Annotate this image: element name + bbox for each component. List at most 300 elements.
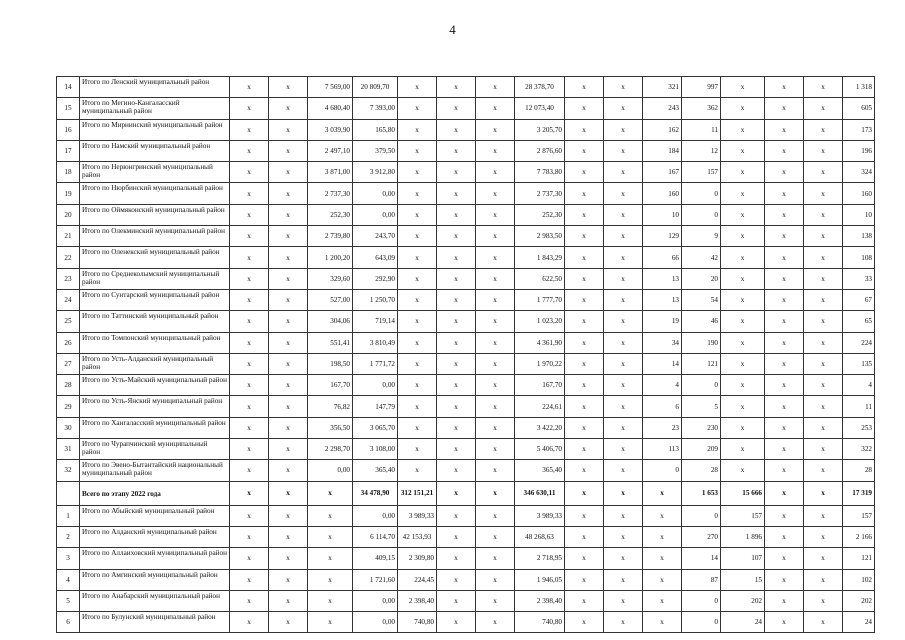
cell-value: x — [308, 481, 353, 505]
cell-value: x — [765, 460, 804, 481]
cell-value: 7 569,00 — [308, 77, 353, 98]
cell-value: 107 — [721, 548, 765, 569]
cell-value: x — [476, 119, 515, 140]
cell-value: x — [721, 375, 765, 396]
cell-value: 1 896 — [721, 526, 765, 547]
table-row — [57, 439, 875, 460]
cell-value: 2 739,80 — [308, 226, 353, 247]
cell-value: x — [230, 268, 269, 289]
cell-value: x — [437, 396, 476, 417]
cell-value: x — [476, 569, 515, 590]
cell-value: 113 — [643, 439, 682, 460]
row-name: Итого по Усть-Майский муниципальный район — [80, 375, 230, 396]
row-name: Итого по Усть-Алданский муниципальный район — [80, 353, 230, 374]
row-number: 21 — [57, 226, 80, 247]
cell-value: 292,90 — [353, 268, 398, 289]
cell-value: 312 151,21 — [398, 481, 437, 505]
cell-value: x — [804, 353, 843, 374]
cell-value: x — [804, 439, 843, 460]
cell-value: x — [476, 183, 515, 204]
cell-value: x — [230, 353, 269, 374]
cell-value: 165,80 — [353, 119, 398, 140]
cell-value: x — [643, 505, 682, 526]
cell-value: 42 — [682, 247, 721, 268]
cell-value: x — [308, 612, 353, 633]
cell-value: x — [804, 77, 843, 98]
row-name: Итого по Хангаласский муниципальный район — [80, 417, 230, 438]
cell-value: x — [765, 353, 804, 374]
cell-value: x — [269, 526, 308, 547]
cell-value: 24 — [843, 612, 875, 633]
row-name: Итого по Амгинский муниципальный район — [80, 569, 230, 590]
cell-value: 2 737,30 — [308, 183, 353, 204]
cell-value: x — [565, 569, 604, 590]
cell-value: 23 — [643, 417, 682, 438]
cell-value: x — [765, 204, 804, 225]
cell-value: x — [230, 311, 269, 332]
cell-value: 230 — [682, 417, 721, 438]
cell-value: x — [643, 548, 682, 569]
row-name: Итого по Нерюнгринский муниципальный район — [80, 162, 230, 183]
cell-value: 322 — [843, 439, 875, 460]
table-row — [57, 162, 875, 183]
cell-value: x — [269, 289, 308, 310]
cell-value: x — [604, 119, 643, 140]
cell-value: x — [476, 98, 515, 119]
cell-value: 270 — [682, 526, 721, 547]
cell-value: x — [269, 439, 308, 460]
cell-value: x — [398, 311, 437, 332]
cell-value: x — [765, 98, 804, 119]
row-number: 32 — [57, 460, 80, 481]
cell-value: 190 — [682, 332, 721, 353]
cell-value: x — [604, 311, 643, 332]
cell-value: 346 630,11 — [515, 481, 565, 505]
cell-value: 11 — [682, 119, 721, 140]
cell-value: 167,70 — [308, 375, 353, 396]
cell-value: x — [721, 183, 765, 204]
cell-value: 252,30 — [308, 204, 353, 225]
cell-value: x — [398, 332, 437, 353]
cell-value: 2 309,80 — [398, 548, 437, 569]
cell-value: x — [398, 353, 437, 374]
cell-value: 12 — [682, 140, 721, 161]
cell-value: x — [269, 481, 308, 505]
cell-value: x — [604, 77, 643, 98]
cell-value: x — [565, 289, 604, 310]
cell-value: x — [565, 375, 604, 396]
table-row — [57, 289, 875, 310]
cell-value: x — [604, 481, 643, 505]
cell-value: 3 989,33 — [398, 505, 437, 526]
cell-value: x — [765, 311, 804, 332]
cell-value: x — [437, 77, 476, 98]
cell-value: x — [565, 77, 604, 98]
cell-value: x — [398, 417, 437, 438]
cell-value: x — [765, 526, 804, 547]
cell-value: x — [765, 481, 804, 505]
cell-value: 7 783,80 — [515, 162, 565, 183]
cell-value: x — [565, 226, 604, 247]
cell-value: x — [604, 439, 643, 460]
cell-value: x — [437, 460, 476, 481]
row-number: 19 — [57, 183, 80, 204]
cell-value: x — [565, 119, 604, 140]
cell-value: 0,00 — [353, 375, 398, 396]
cell-value: 0,00 — [308, 460, 353, 481]
cell-value: x — [604, 526, 643, 547]
cell-value: x — [269, 353, 308, 374]
cell-value: x — [230, 247, 269, 268]
cell-value: x — [765, 569, 804, 590]
row-number: 31 — [57, 439, 80, 460]
cell-value: 3 422,20 — [515, 417, 565, 438]
cell-value: 11 — [843, 396, 875, 417]
cell-value: 329,60 — [308, 268, 353, 289]
table-row — [57, 119, 875, 140]
cell-value: x — [230, 77, 269, 98]
cell-value: 2 298,70 — [308, 439, 353, 460]
cell-value: x — [643, 526, 682, 547]
cell-value: x — [604, 226, 643, 247]
cell-value: x — [476, 505, 515, 526]
cell-value: 527,00 — [308, 289, 353, 310]
cell-value: 121 — [682, 353, 721, 374]
row-number: 3 — [57, 548, 80, 569]
cell-value: 10 — [643, 204, 682, 225]
cell-value: x — [269, 375, 308, 396]
cell-value: 4 — [843, 375, 875, 396]
cell-value: x — [269, 226, 308, 247]
cell-value: x — [437, 505, 476, 526]
total-row — [57, 481, 875, 505]
row-name: Итого по Мирнинский муниципальный район — [80, 119, 230, 140]
cell-value: x — [804, 226, 843, 247]
table-row — [57, 526, 875, 547]
cell-value: 321 — [643, 77, 682, 98]
cell-value: x — [230, 289, 269, 310]
cell-value: x — [721, 119, 765, 140]
cell-value: x — [765, 439, 804, 460]
cell-value: x — [437, 569, 476, 590]
cell-value: 157 — [843, 505, 875, 526]
cell-value: 365,40 — [515, 460, 565, 481]
cell-value: x — [604, 289, 643, 310]
table-row — [57, 98, 875, 119]
cell-value: x — [804, 289, 843, 310]
cell-value: x — [565, 204, 604, 225]
cell-value: 0,00 — [353, 590, 398, 611]
row-number: 26 — [57, 332, 80, 353]
cell-value: x — [230, 98, 269, 119]
cell-value: x — [308, 569, 353, 590]
cell-value: 324 — [843, 162, 875, 183]
table-row — [57, 417, 875, 438]
cell-value: 108 — [843, 247, 875, 268]
table-row — [57, 505, 875, 526]
cell-value: 87 — [682, 569, 721, 590]
cell-value: 9 — [682, 226, 721, 247]
cell-value: x — [643, 569, 682, 590]
cell-value: x — [476, 590, 515, 611]
cell-value: x — [230, 162, 269, 183]
cell-value: 2 166 — [843, 526, 875, 547]
cell-value: 0 — [682, 505, 721, 526]
row-number: 16 — [57, 119, 80, 140]
cell-value: x — [398, 77, 437, 98]
row-name: Итого по Среднеколымский муниципальный район — [80, 268, 230, 289]
cell-value: 4 361,90 — [515, 332, 565, 353]
row-name: Итого по Нюрбинский муниципальный район — [80, 183, 230, 204]
row-name: Итого по Анабарский муниципальный район — [80, 590, 230, 611]
cell-value: x — [476, 162, 515, 183]
cell-value: x — [308, 590, 353, 611]
cell-value: 243,70 — [353, 226, 398, 247]
cell-value: x — [230, 526, 269, 547]
row-name: Итого по Алданский муниципальный район — [80, 526, 230, 547]
cell-value: x — [230, 417, 269, 438]
cell-value: 15 666 — [721, 481, 765, 505]
cell-value: x — [721, 353, 765, 374]
cell-value: x — [565, 98, 604, 119]
cell-value: 4 — [643, 375, 682, 396]
cell-value: x — [604, 590, 643, 611]
cell-value: x — [721, 98, 765, 119]
row-name: Итого по Чурапчинский муниципальный район — [80, 439, 230, 460]
cell-value: 409,15 — [353, 548, 398, 569]
cell-value: 0,00 — [353, 612, 398, 633]
cell-value: x — [437, 289, 476, 310]
cell-value: x — [765, 332, 804, 353]
cell-value: x — [804, 417, 843, 438]
cell-value: 34 478,90 — [353, 481, 398, 505]
cell-value: 202 — [721, 590, 765, 611]
row-name: Итого по Абыйский муниципальный район — [80, 505, 230, 526]
cell-value: x — [804, 119, 843, 140]
cell-value: x — [721, 247, 765, 268]
cell-value: x — [476, 548, 515, 569]
cell-value: x — [437, 526, 476, 547]
cell-value: 184 — [643, 140, 682, 161]
row-name: Итого по Сунтарский муниципальный район — [80, 289, 230, 310]
cell-value: x — [230, 332, 269, 353]
cell-value: x — [804, 268, 843, 289]
cell-value: 65 — [843, 311, 875, 332]
cell-value: x — [269, 396, 308, 417]
row-name: Итого по Аллаиховский муниципальный район — [80, 548, 230, 569]
cell-value: x — [765, 375, 804, 396]
cell-value: x — [565, 353, 604, 374]
cell-value: 5 — [682, 396, 721, 417]
row-number: 5 — [57, 590, 80, 611]
cell-value: x — [269, 183, 308, 204]
cell-value: x — [437, 162, 476, 183]
cell-value: x — [476, 140, 515, 161]
cell-value: x — [565, 526, 604, 547]
cell-value: x — [269, 612, 308, 633]
cell-value: 2 876,60 — [515, 140, 565, 161]
cell-value: x — [565, 268, 604, 289]
cell-value: 167,70 — [515, 375, 565, 396]
cell-value: 24 — [721, 612, 765, 633]
cell-value: 196 — [843, 140, 875, 161]
cell-value: x — [804, 183, 843, 204]
cell-value: 6 114,70 — [353, 526, 398, 547]
cell-value: 209 — [682, 439, 721, 460]
cell-value: x — [398, 162, 437, 183]
cell-value: x — [437, 612, 476, 633]
cell-value: 20 809,70 — [353, 77, 398, 98]
cell-value: x — [804, 247, 843, 268]
cell-value: 167 — [643, 162, 682, 183]
row-name: Итого по Намский муниципальный район — [80, 140, 230, 161]
cell-value: 2 718,95 — [515, 548, 565, 569]
cell-value: x — [721, 204, 765, 225]
cell-value: x — [269, 311, 308, 332]
cell-value: 4 680,40 — [308, 98, 353, 119]
cell-value: x — [437, 332, 476, 353]
cell-value: x — [476, 375, 515, 396]
cell-value: x — [230, 612, 269, 633]
cell-value: 622,50 — [515, 268, 565, 289]
cell-value: x — [269, 569, 308, 590]
cell-value: 28 — [843, 460, 875, 481]
cell-value: 0,00 — [353, 183, 398, 204]
cell-value: x — [565, 612, 604, 633]
cell-value: 224,61 — [515, 396, 565, 417]
cell-value: x — [476, 77, 515, 98]
cell-value: x — [230, 590, 269, 611]
cell-value: x — [437, 204, 476, 225]
row-name: Всего по этапу 2022 года — [80, 481, 230, 505]
cell-value: 2 737,30 — [515, 183, 565, 204]
cell-value: 28 378,70 — [515, 77, 565, 98]
cell-value: x — [765, 140, 804, 161]
cell-value: 3 039,90 — [308, 119, 353, 140]
cell-value: x — [269, 548, 308, 569]
cell-value: x — [765, 226, 804, 247]
cell-value: x — [721, 311, 765, 332]
cell-value: x — [565, 311, 604, 332]
cell-value: 224 — [843, 332, 875, 353]
cell-value: 13 — [643, 268, 682, 289]
cell-value: 160 — [843, 183, 875, 204]
cell-value: x — [604, 268, 643, 289]
row-name: Итого по Ленский муниципальный район — [80, 77, 230, 98]
cell-value: x — [437, 375, 476, 396]
cell-value: x — [604, 162, 643, 183]
cell-value: x — [269, 140, 308, 161]
cell-value: 2 497,10 — [308, 140, 353, 161]
cell-value: x — [804, 481, 843, 505]
cell-value: x — [230, 226, 269, 247]
cell-value: x — [476, 396, 515, 417]
row-number: 15 — [57, 98, 80, 119]
row-number: 6 — [57, 612, 80, 633]
cell-value: x — [230, 140, 269, 161]
cell-value: x — [721, 226, 765, 247]
cell-value: x — [230, 460, 269, 481]
cell-value: x — [804, 590, 843, 611]
cell-value: x — [269, 77, 308, 98]
cell-value: 157 — [721, 505, 765, 526]
cell-value: 253 — [843, 417, 875, 438]
cell-value: x — [437, 311, 476, 332]
cell-value: 1 843,29 — [515, 247, 565, 268]
table-row — [57, 183, 875, 204]
cell-value: x — [476, 268, 515, 289]
cell-value: 17 319 — [843, 481, 875, 505]
cell-value: 0 — [643, 460, 682, 481]
cell-value: x — [804, 460, 843, 481]
cell-value: x — [398, 289, 437, 310]
cell-value: 2 983,50 — [515, 226, 565, 247]
cell-value: x — [643, 481, 682, 505]
cell-value: 7 393,00 — [353, 98, 398, 119]
cell-value: 28 — [682, 460, 721, 481]
cell-value: x — [230, 481, 269, 505]
cell-value: x — [804, 162, 843, 183]
cell-value: x — [437, 590, 476, 611]
table-row — [57, 569, 875, 590]
cell-value: x — [269, 98, 308, 119]
cell-value: x — [565, 183, 604, 204]
cell-value: x — [398, 204, 437, 225]
cell-value: x — [269, 268, 308, 289]
row-number: 28 — [57, 375, 80, 396]
cell-value: x — [604, 396, 643, 417]
cell-value: x — [765, 77, 804, 98]
cell-value: 66 — [643, 247, 682, 268]
page-number: 4 — [449, 22, 456, 37]
cell-value: x — [604, 460, 643, 481]
cell-value: 3 912,80 — [353, 162, 398, 183]
cell-value: 1 777,70 — [515, 289, 565, 310]
cell-value: x — [230, 375, 269, 396]
cell-value: x — [230, 569, 269, 590]
cell-value: x — [604, 204, 643, 225]
cell-value: 2 398,40 — [515, 590, 565, 611]
cell-value: 3 205,70 — [515, 119, 565, 140]
row-name: Итого по Оленекский муниципальный район — [80, 247, 230, 268]
cell-value: 379,50 — [353, 140, 398, 161]
table-row — [57, 548, 875, 569]
cell-value: 0,00 — [353, 204, 398, 225]
cell-value: x — [437, 226, 476, 247]
row-number: 20 — [57, 204, 80, 225]
table-row — [57, 204, 875, 225]
cell-value: 1 653 — [682, 481, 721, 505]
cell-value: 162 — [643, 119, 682, 140]
cell-value: x — [398, 460, 437, 481]
cell-value: x — [604, 353, 643, 374]
table-row — [57, 226, 875, 247]
cell-value: x — [721, 396, 765, 417]
cell-value: 76,82 — [308, 396, 353, 417]
cell-value: x — [398, 396, 437, 417]
cell-value: x — [804, 396, 843, 417]
row-number: 24 — [57, 289, 80, 310]
cell-value: x — [565, 162, 604, 183]
cell-value: x — [437, 140, 476, 161]
cell-value: x — [565, 439, 604, 460]
cell-value: 135 — [843, 353, 875, 374]
cell-value: x — [765, 289, 804, 310]
cell-value: x — [230, 548, 269, 569]
cell-value: x — [804, 612, 843, 633]
cell-value: x — [437, 183, 476, 204]
cell-value: 243 — [643, 98, 682, 119]
